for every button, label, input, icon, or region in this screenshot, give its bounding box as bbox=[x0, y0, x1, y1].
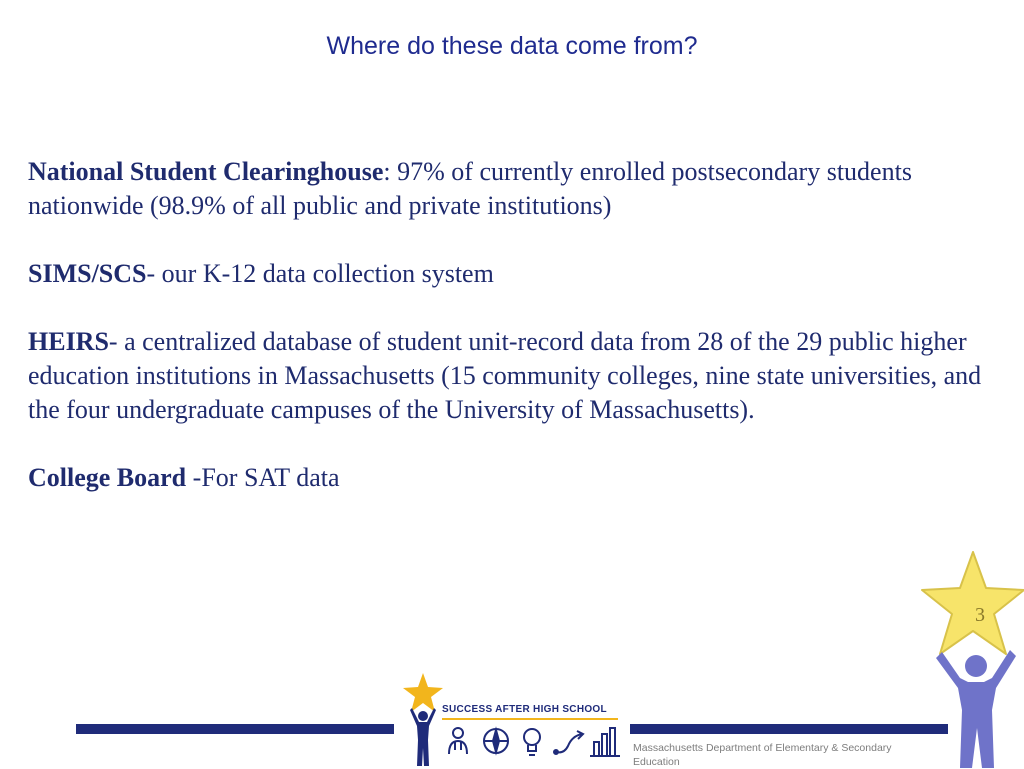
source-item-clearinghouse bbox=[28, 155, 1003, 223]
source-separator: - bbox=[186, 463, 202, 492]
source-name: National Student Clearinghouse bbox=[28, 157, 384, 186]
source-separator: - bbox=[108, 327, 125, 356]
source-description: 97% of currently enrolled postsecondary students nationwide (98.9% of all public and private institutions) bbox=[28, 157, 912, 220]
logo-person-icon bbox=[408, 706, 438, 766]
success-after-high-school-logo bbox=[398, 672, 626, 768]
source-description: a centralized database of student unit-record data from 28 of the 29 public higher education institutions in Massachusetts (15 community colleges, nine state universities, and the four undergraduate campuses of the University of Massachusetts). bbox=[28, 327, 982, 424]
source-item-college-board bbox=[28, 461, 1003, 495]
logo-text: SUCCESS AFTER HIGH SCHOOL bbox=[442, 704, 607, 715]
doctor-icon bbox=[449, 728, 467, 754]
department-name: Massachusetts Department of Elementary & Secondary Education bbox=[633, 742, 892, 768]
sources-list bbox=[28, 155, 1003, 529]
source-item-heirs bbox=[28, 325, 1003, 427]
source-name: SIMS/SCS bbox=[28, 259, 147, 288]
source-item-sims-scs bbox=[28, 257, 1003, 291]
source-description: our K-12 data collection system bbox=[161, 259, 494, 288]
logo-icon-row bbox=[444, 724, 624, 758]
lightbulb-icon bbox=[524, 729, 540, 755]
source-separator: - bbox=[146, 259, 162, 288]
slide-title: Where do these data come from? bbox=[326, 32, 698, 60]
footer-bar-left bbox=[76, 724, 394, 734]
source-description: For SAT data bbox=[201, 463, 340, 492]
compass-icon bbox=[484, 729, 508, 753]
bar-chart-icon bbox=[590, 728, 620, 756]
logo-underline bbox=[442, 718, 618, 720]
page-number: 3 bbox=[975, 604, 985, 626]
source-name: HEIRS bbox=[28, 327, 109, 356]
growth-arrow-icon bbox=[554, 731, 583, 754]
person-holding-star-icon bbox=[930, 648, 1024, 768]
source-name: College Board bbox=[28, 463, 187, 492]
footer-bar-right bbox=[630, 724, 948, 734]
source-separator: : bbox=[383, 157, 398, 186]
